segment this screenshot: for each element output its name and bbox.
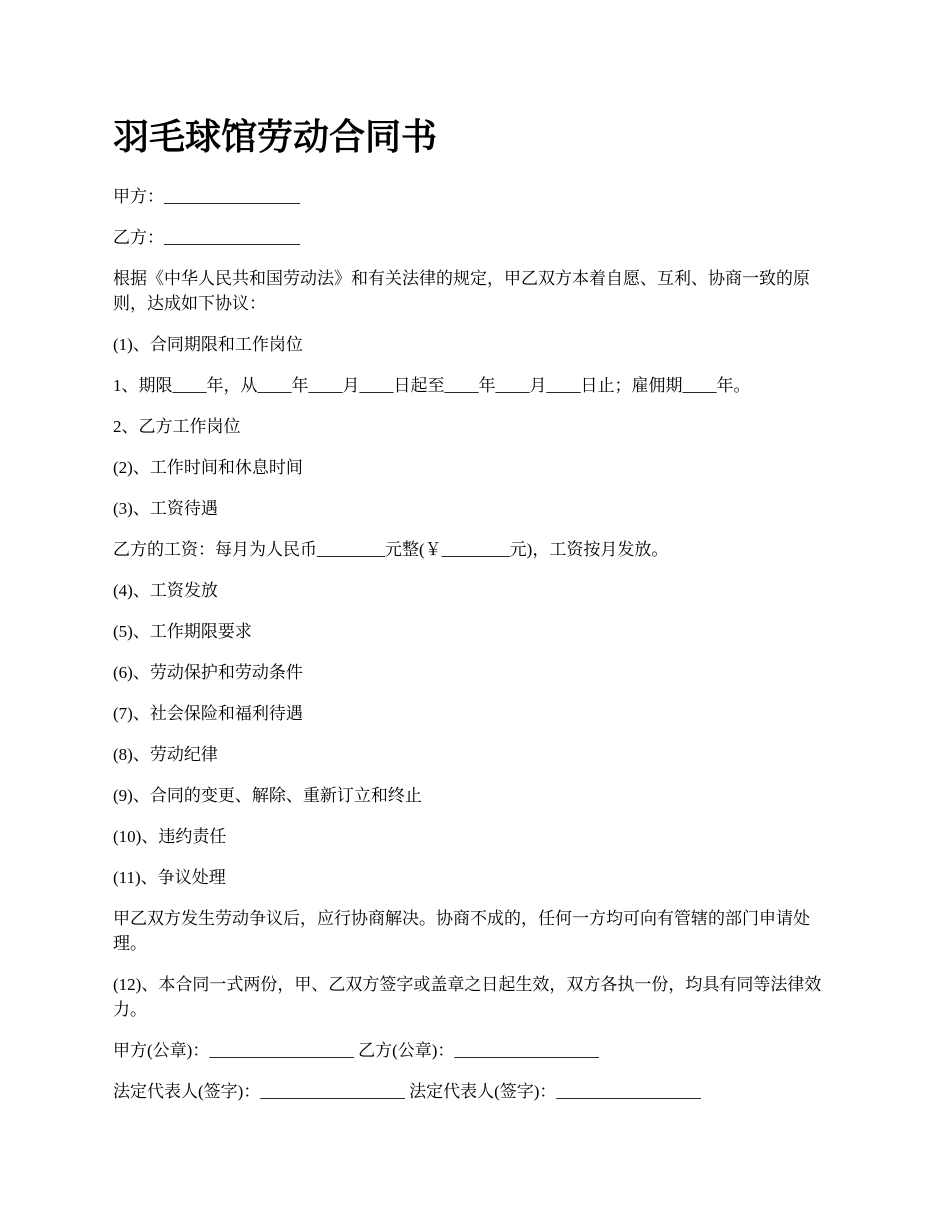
section-heading-4: (4)、工资发放	[113, 581, 218, 600]
preamble-paragraph: 根据《中华人民共和国劳动法》和有关法律的规定，甲乙双方本着自愿、互利、协商一致的原则，达成如下协议：	[113, 269, 810, 313]
section-heading-8: (8)、劳动纪律	[113, 745, 218, 764]
party-b-line: 乙方：________________	[113, 228, 300, 247]
dispute-clause: 甲乙双方发生劳动争议后，应行协商解决。协商不成的，任何一方均可向有管辖的部门申请处理。	[113, 909, 810, 953]
section-heading-6: (6)、劳动保护和劳动条件	[113, 663, 303, 682]
position-clause: 2、乙方工作岗位	[113, 417, 241, 436]
section-heading-1: (1)、合同期限和工作岗位	[113, 335, 303, 354]
signature-line: 法定代表人(签字)：_________________ 法定代表人(签字)：_________________	[113, 1082, 701, 1101]
section-heading-9: (9)、合同的变更、解除、重新订立和终止	[113, 786, 422, 805]
seal-line: 甲方(公章)：_________________ 乙方(公章)：_________________	[113, 1041, 599, 1060]
effectiveness-clause: (12)、本合同一式两份，甲、乙双方签字或盖章之日起生效，双方各执一份，均具有同等法律效力。	[113, 975, 822, 1019]
section-heading-3: (3)、工资待遇	[113, 499, 218, 518]
section-heading-2: (2)、工作时间和休息时间	[113, 458, 303, 477]
salary-clause: 乙方的工资：每月为人民币________元整(￥________元)，工资按月发放。	[113, 540, 669, 559]
party-a-line: 甲方：________________	[113, 187, 300, 206]
document-page	[113, 112, 843, 1120]
section-heading-10: (10)、违约责任	[113, 827, 227, 846]
section-heading-7: (7)、社会保险和福利待遇	[113, 704, 303, 723]
term-clause: 1、期限____年，从____年____月____日起至____年____月____日止；雇佣期____年。	[113, 376, 751, 395]
document-title: 羽毛球馆劳动合同书	[113, 117, 438, 157]
section-heading-5: (5)、工作期限要求	[113, 622, 252, 641]
section-heading-11: (11)、争议处理	[113, 868, 226, 887]
